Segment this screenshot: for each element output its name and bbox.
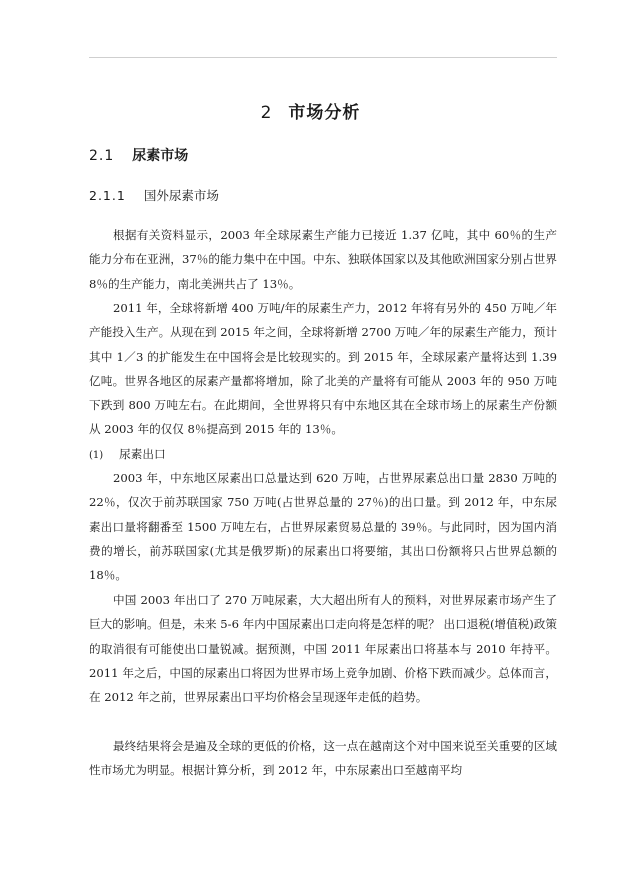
paragraph-middle-east-export: 2003 年，中东地区尿素出口总量达到 620 万吨，占世界尿素总出口量 2830 万吨的 22％，仅次于前苏联国家 750 万吨(占世界总量的 27％)的出口量。到 2012 年，中东尿素出口量将翻番至 1500 万吨左右，占世界尿素贸易总量的 39％。与此同时，因为国内消费的增长，前苏联国家(尤其是俄罗斯)的尿素出口将要缩，其出口份额将只占世界总额的 18％。	[89, 471, 557, 583]
chapter-heading	[0, 98, 621, 123]
list-heading-export	[89, 442, 166, 468]
paragraph-capacity: 根据有关资料显示，2003 年全球尿素生产能力已接近 1.37 亿吨，其中 60％的生产能力分布在亚洲，37％的能力集中在中国。中东、独联体国家以及其他欧洲国家分别占世界 8％的生产能力，南北美洲共占了 13％。	[89, 228, 557, 291]
section-title: 尿素市场	[132, 148, 189, 164]
list-title: 尿素出口	[119, 447, 166, 461]
section-heading	[89, 145, 188, 165]
chapter-title: 市场分析	[288, 103, 361, 123]
header-rule	[89, 57, 557, 58]
subsection-number: 2.1.1	[89, 188, 126, 203]
paragraph-final-result: 最终结果将会是遍及全球的更低的价格，这一点在越南这个对中国来说至关重要的区域性市场尤为明显。根据计算分析，到 2012 年，中东尿素出口至越南平均	[89, 739, 557, 778]
chapter-number: 2	[260, 103, 273, 123]
subsection-heading	[89, 186, 219, 204]
paragraph-new-capacity: 2011 年，全球将新增 400 万吨/年的尿素生产力，2012 年将有另外的 450 万吨／年产能投入生产。从现在到 2015 年之间，全球将新增 2700 万吨／年的尿素生产能力，预计其中 1／3 的扩能发生在中国将会是比较现实的。到 2015 年，全球尿素产量将达到 1.39 亿吨。世界各地区的尿素产量都将增加，除了北美的产量将有可能从 2003 年的 950 万吨下跌到 800 万吨左右。在此期间，全世界将只有中东地区其在全球市场上的尿素生产份额从 2003 年的仅仅 8％提高到 2015 年的 13％。	[89, 301, 557, 437]
section-number: 2.1	[89, 148, 115, 164]
subsection-title: 国外尿素市场	[143, 188, 219, 203]
paragraph-china-export: 中国 2003 年出口了 270 万吨尿素，大大超出所有人的预料，对世界尿素市场产生了巨大的影响。但是，未来 5-6 年内中国尿素出口走向将是怎样的呢？ 出口退税(增值税)政策的取消很有可能使出口量锐减。据预测，中国 2011 年尿素出口将基本与 2010 年持平。2011 年之后，中国的尿素出口将因为世界市场上竞争加剧、价格下跌而减少。总体而言，在 2012 年之前，世界尿素出口平均价格会呈现逐年走低的趋势。	[89, 593, 557, 705]
list-number: (1)	[89, 450, 104, 461]
